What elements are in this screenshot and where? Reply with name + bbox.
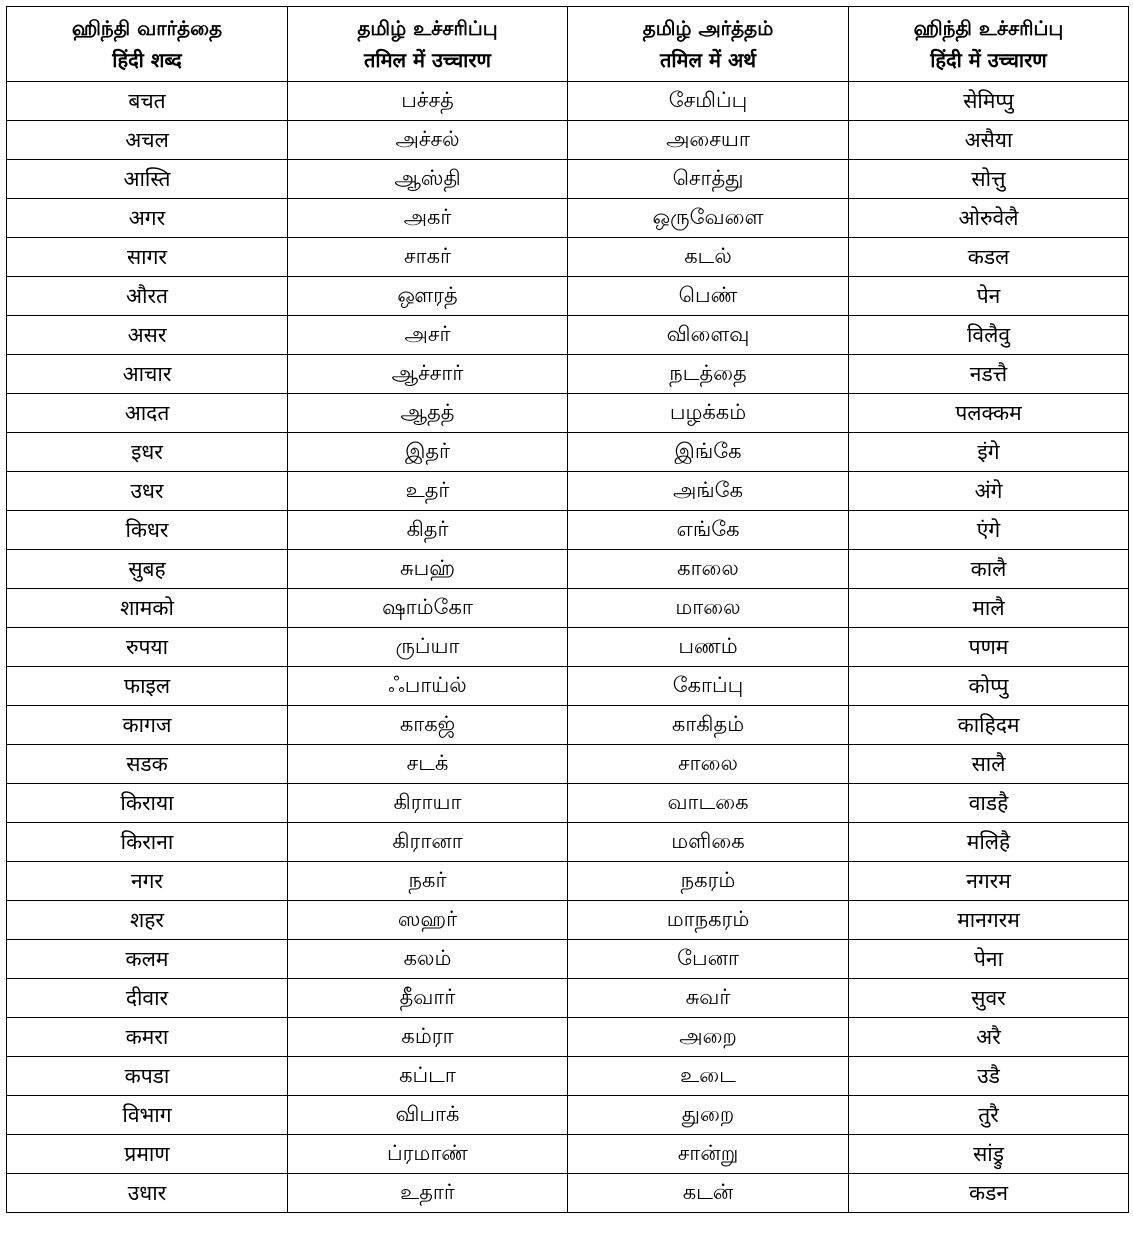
- header-line-hindi: हिंदी शब्द: [112, 48, 182, 72]
- tamil-pronunciation-cell: சடக்: [288, 745, 568, 784]
- tamil-meaning-cell: சான்று: [568, 1135, 849, 1174]
- table-row: [7, 160, 1129, 199]
- table-row: [7, 862, 1129, 901]
- hindi-word-cell: सडक: [7, 745, 288, 784]
- header-tamil-meaning: [568, 7, 849, 82]
- hindi-pronunciation-cell: अंगे: [849, 472, 1129, 511]
- tamil-meaning-cell: பேனா: [568, 940, 849, 979]
- table-row: [7, 394, 1129, 433]
- hindi-word-cell: दीवार: [7, 979, 288, 1018]
- header-line-tamil: தமிழ் அர்த்தம்: [642, 16, 774, 40]
- hindi-pronunciation-cell: सांड्रु: [849, 1135, 1129, 1174]
- hindi-word-cell: उधर: [7, 472, 288, 511]
- hindi-pronunciation-cell: पेना: [849, 940, 1129, 979]
- tamil-meaning-cell: காகிதம்: [568, 706, 849, 745]
- tamil-pronunciation-cell: ஷாம்கோ: [288, 589, 568, 628]
- tamil-pronunciation-cell: கப்டா: [288, 1057, 568, 1096]
- tamil-meaning-cell: பணம்: [568, 628, 849, 667]
- tamil-meaning-cell: காலை: [568, 550, 849, 589]
- tamil-meaning-cell: சாலை: [568, 745, 849, 784]
- header-line-hindi: तमिल में उच्चारण: [363, 48, 491, 72]
- hindi-word-cell: सागर: [7, 238, 288, 277]
- tamil-pronunciation-cell: உதர்: [288, 472, 568, 511]
- hindi-word-cell: नगर: [7, 862, 288, 901]
- tamil-pronunciation-cell: விபாக்: [288, 1096, 568, 1135]
- table-row: [7, 628, 1129, 667]
- table-row: [7, 667, 1129, 706]
- hindi-word-cell: प्रमाण: [7, 1135, 288, 1174]
- table-row: [7, 784, 1129, 823]
- table-row: [7, 979, 1129, 1018]
- tamil-pronunciation-cell: அசர்: [288, 316, 568, 355]
- hindi-pronunciation-cell: नडत्तै: [849, 355, 1129, 394]
- header-line-tamil: ஹிந்தி வார்த்தை: [71, 16, 223, 40]
- tamil-pronunciation-cell: பச்சத்: [288, 82, 568, 121]
- header-hindi-word: [7, 7, 288, 82]
- hindi-word-cell: कपडा: [7, 1057, 288, 1096]
- hindi-pronunciation-cell: तुरै: [849, 1096, 1129, 1135]
- hindi-word-cell: आचार: [7, 355, 288, 394]
- hindi-pronunciation-cell: कडन: [849, 1174, 1129, 1213]
- hindi-pronunciation-cell: कालै: [849, 550, 1129, 589]
- table-row: [7, 238, 1129, 277]
- tamil-meaning-cell: பழக்கம்: [568, 394, 849, 433]
- tamil-pronunciation-cell: ஃபாய்ல்: [288, 667, 568, 706]
- table-row: [7, 316, 1129, 355]
- hindi-tamil-vocabulary-table: [6, 6, 1129, 1213]
- tamil-meaning-cell: நகரம்: [568, 862, 849, 901]
- tamil-meaning-cell: கடன்: [568, 1174, 849, 1213]
- hindi-pronunciation-cell: पलक्कम: [849, 394, 1129, 433]
- hindi-pronunciation-cell: मालै: [849, 589, 1129, 628]
- tamil-meaning-cell: விளைவு: [568, 316, 849, 355]
- hindi-pronunciation-cell: सालै: [849, 745, 1129, 784]
- tamil-pronunciation-cell: தீவார்: [288, 979, 568, 1018]
- table-row: [7, 901, 1129, 940]
- hindi-word-cell: किधर: [7, 511, 288, 550]
- tamil-meaning-cell: நடத்தை: [568, 355, 849, 394]
- hindi-word-cell: किराया: [7, 784, 288, 823]
- table-row: [7, 433, 1129, 472]
- hindi-pronunciation-cell: नगरम: [849, 862, 1129, 901]
- hindi-pronunciation-cell: कोप्पु: [849, 667, 1129, 706]
- tamil-meaning-cell: துறை: [568, 1096, 849, 1135]
- tamil-meaning-cell: கடல்: [568, 238, 849, 277]
- table-row: [7, 511, 1129, 550]
- hindi-word-cell: अगर: [7, 199, 288, 238]
- table-row: [7, 550, 1129, 589]
- tamil-pronunciation-cell: சுபஹ்: [288, 550, 568, 589]
- tamil-pronunciation-cell: இதர்: [288, 433, 568, 472]
- hindi-word-cell: किराना: [7, 823, 288, 862]
- hindi-word-cell: उधार: [7, 1174, 288, 1213]
- tamil-meaning-cell: சுவர்: [568, 979, 849, 1018]
- tamil-meaning-cell: பெண்: [568, 277, 849, 316]
- tamil-meaning-cell: இங்கே: [568, 433, 849, 472]
- tamil-pronunciation-cell: ப்ரமாண்: [288, 1135, 568, 1174]
- hindi-word-cell: रुपया: [7, 628, 288, 667]
- hindi-pronunciation-cell: विलैवु: [849, 316, 1129, 355]
- tamil-pronunciation-cell: அகர்: [288, 199, 568, 238]
- tamil-pronunciation-cell: ஔரத்: [288, 277, 568, 316]
- table-row: [7, 277, 1129, 316]
- tamil-meaning-cell: அசையா: [568, 121, 849, 160]
- header-tamil-pronunciation: [288, 7, 568, 82]
- hindi-word-cell: असर: [7, 316, 288, 355]
- tamil-pronunciation-cell: காகஜ்: [288, 706, 568, 745]
- tamil-pronunciation-cell: ஆச்சார்: [288, 355, 568, 394]
- table-row: [7, 823, 1129, 862]
- tamil-pronunciation-cell: கிரானா: [288, 823, 568, 862]
- tamil-meaning-cell: வாடகை: [568, 784, 849, 823]
- hindi-word-cell: शामको: [7, 589, 288, 628]
- vocabulary-sheet: [6, 6, 1129, 1213]
- header-hindi-pronunciation: [849, 7, 1129, 82]
- table-row: [7, 1135, 1129, 1174]
- tamil-meaning-cell: எங்கே: [568, 511, 849, 550]
- hindi-word-cell: विभाग: [7, 1096, 288, 1135]
- hindi-word-cell: शहर: [7, 901, 288, 940]
- tamil-pronunciation-cell: உதார்: [288, 1174, 568, 1213]
- table-body: [7, 82, 1129, 1213]
- hindi-word-cell: बचत: [7, 82, 288, 121]
- hindi-word-cell: कलम: [7, 940, 288, 979]
- table-row: [7, 199, 1129, 238]
- hindi-word-cell: औरत: [7, 277, 288, 316]
- table-row: [7, 1057, 1129, 1096]
- header-line-tamil: ஹிந்தி உச்சரிப்பு: [913, 16, 1064, 40]
- table-row: [7, 940, 1129, 979]
- table-row: [7, 1174, 1129, 1213]
- table-row: [7, 589, 1129, 628]
- hindi-pronunciation-cell: ओरुवेलै: [849, 199, 1129, 238]
- tamil-meaning-cell: சொத்து: [568, 160, 849, 199]
- hindi-pronunciation-cell: असैया: [849, 121, 1129, 160]
- hindi-pronunciation-cell: पणम: [849, 628, 1129, 667]
- hindi-pronunciation-cell: कडल: [849, 238, 1129, 277]
- table-row: [7, 355, 1129, 394]
- table-row: [7, 121, 1129, 160]
- tamil-meaning-cell: சேமிப்பு: [568, 82, 849, 121]
- tamil-pronunciation-cell: ஸஹர்: [288, 901, 568, 940]
- hindi-pronunciation-cell: एंगे: [849, 511, 1129, 550]
- tamil-pronunciation-cell: கலம்: [288, 940, 568, 979]
- tamil-meaning-cell: உடை: [568, 1057, 849, 1096]
- tamil-pronunciation-cell: கிராயா: [288, 784, 568, 823]
- header-line-hindi: हिंदी में उच्चारण: [930, 48, 1047, 72]
- tamil-pronunciation-cell: கிதர்: [288, 511, 568, 550]
- hindi-pronunciation-cell: इंगे: [849, 433, 1129, 472]
- tamil-meaning-cell: கோப்பு: [568, 667, 849, 706]
- tamil-pronunciation-cell: அச்சல்: [288, 121, 568, 160]
- tamil-meaning-cell: அறை: [568, 1018, 849, 1057]
- header-line-hindi: तमिल में अर्थ: [659, 48, 757, 72]
- table-row: [7, 745, 1129, 784]
- table-row: [7, 82, 1129, 121]
- header-line-tamil: தமிழ் உச்சரிப்பு: [357, 16, 498, 40]
- tamil-pronunciation-cell: நகர்: [288, 862, 568, 901]
- hindi-pronunciation-cell: वाडहै: [849, 784, 1129, 823]
- table-row: [7, 472, 1129, 511]
- hindi-pronunciation-cell: मानगरम: [849, 901, 1129, 940]
- hindi-pronunciation-cell: काहिदम: [849, 706, 1129, 745]
- hindi-word-cell: इधर: [7, 433, 288, 472]
- hindi-word-cell: आस्ति: [7, 160, 288, 199]
- hindi-word-cell: आदत: [7, 394, 288, 433]
- tamil-pronunciation-cell: கம்ரா: [288, 1018, 568, 1057]
- hindi-pronunciation-cell: सेमिप्पु: [849, 82, 1129, 121]
- hindi-pronunciation-cell: उडै: [849, 1057, 1129, 1096]
- hindi-pronunciation-cell: अरै: [849, 1018, 1129, 1057]
- tamil-meaning-cell: அங்கே: [568, 472, 849, 511]
- tamil-pronunciation-cell: ருப்யா: [288, 628, 568, 667]
- tamil-meaning-cell: மளிகை: [568, 823, 849, 862]
- tamil-pronunciation-cell: ஆதத்: [288, 394, 568, 433]
- tamil-meaning-cell: மாலை: [568, 589, 849, 628]
- tamil-meaning-cell: மாநகரம்: [568, 901, 849, 940]
- hindi-pronunciation-cell: पेन: [849, 277, 1129, 316]
- tamil-pronunciation-cell: சாகர்: [288, 238, 568, 277]
- tamil-pronunciation-cell: ஆஸ்தி: [288, 160, 568, 199]
- hindi-word-cell: कमरा: [7, 1018, 288, 1057]
- hindi-pronunciation-cell: मलिहै: [849, 823, 1129, 862]
- hindi-word-cell: सुबह: [7, 550, 288, 589]
- hindi-pronunciation-cell: सोत्तु: [849, 160, 1129, 199]
- hindi-word-cell: अचल: [7, 121, 288, 160]
- header-row: [7, 7, 1129, 82]
- table-row: [7, 706, 1129, 745]
- tamil-meaning-cell: ஒருவேளை: [568, 199, 849, 238]
- hindi-pronunciation-cell: सुवर: [849, 979, 1129, 1018]
- hindi-word-cell: कागज: [7, 706, 288, 745]
- table-row: [7, 1096, 1129, 1135]
- table-header: [7, 7, 1129, 82]
- hindi-word-cell: फाइल: [7, 667, 288, 706]
- table-row: [7, 1018, 1129, 1057]
